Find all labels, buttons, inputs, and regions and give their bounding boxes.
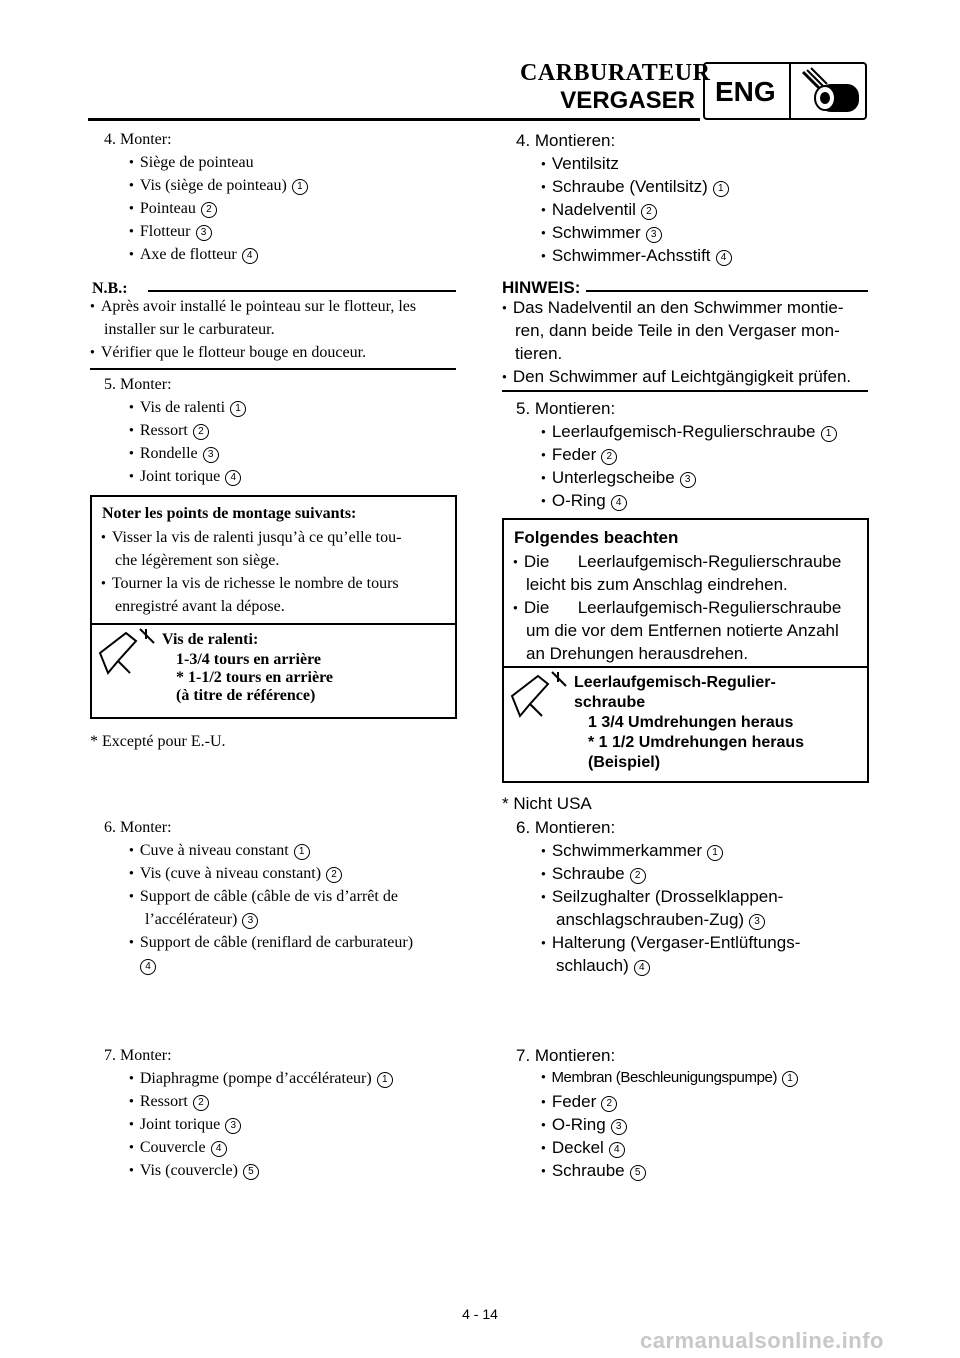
de-s4-item5: ● Schwimmer-Achsstift 4	[541, 246, 732, 267]
de-s5-item4: ● O-Ring 4	[541, 491, 627, 512]
de-s4-item3: ● Nadelventil 2	[541, 200, 657, 221]
fr-s5-item1: ● Vis de ralenti 1	[129, 399, 246, 418]
fr-s4-item5: ● Axe de flotteur 4	[129, 246, 258, 265]
fr-s7-item4: ● Couvercle 4	[129, 1139, 227, 1158]
page-number: 4 - 14	[462, 1306, 498, 1322]
fr-s7-item2: ● Ressort 2	[129, 1093, 209, 1112]
fr-box-b2-cont: enregistré avant la dépose.	[115, 598, 285, 615]
de-s4-item2: ● Schraube (Ventilsitz) 1	[541, 177, 729, 198]
de-box-b2: ● Die Leerlaufgemisch-Regulierschraube	[513, 598, 841, 618]
de-s5-item1: ● Leerlaufgemisch-Regulierschraube 1	[541, 422, 837, 443]
fr-nb-rule-bottom	[90, 368, 456, 370]
fr-s4-item2: ● Vis (siège de pointeau) 1	[129, 177, 308, 196]
fr-spec-label: Vis de ralenti:	[162, 631, 259, 648]
de-s5-item3: ● Unterlegscheibe 3	[541, 468, 696, 489]
de-box-b2-cont1: um die vor dem Entfernen notierte Anzahl	[526, 621, 839, 640]
de-nb-b2: ● Den Schwimmer auf Leichtgängigkeit prüfen.	[502, 367, 851, 387]
fr-s4-title: 4. Monter:	[104, 131, 172, 148]
fr-s6-title: 6. Monter:	[104, 819, 172, 836]
de-s7-item2: ● Feder 2	[541, 1092, 617, 1113]
de-s6-item4: ● Halterung (Vergaser-Entlüftungs-	[541, 933, 800, 953]
de-spec-value3: (Beispiel)	[588, 754, 661, 771]
de-s6-item3: ● Seilzughalter (Drosselklappen-	[541, 887, 783, 907]
de-s5-item2: ● Feder 2	[541, 445, 617, 466]
fr-nb-b2: ● Vérifier que le flotteur bouge en douceur.	[90, 344, 366, 362]
de-s6-item2: ● Schraube 2	[541, 864, 646, 885]
de-box-divider	[504, 666, 867, 668]
fr-spec-value3: (à titre de référence)	[176, 687, 316, 704]
de-s7-item3: ● O-Ring 3	[541, 1115, 627, 1136]
wrench-icon	[96, 627, 156, 677]
de-s7-item5: ● Schraube 5	[541, 1161, 646, 1182]
fr-box-b2: ● Tourner la vis de richesse le nombre de tours	[101, 575, 399, 593]
fr-s4-item1: ● Siège de pointeau	[129, 154, 254, 172]
fr-s7-item3: ● Joint torique 3	[129, 1116, 241, 1135]
de-s6-title: 6. Montieren:	[516, 818, 616, 837]
de-spec-label-cont: schraube	[574, 694, 646, 711]
de-notice-box	[502, 518, 869, 783]
fr-box-divider	[92, 623, 455, 625]
de-nb-title: HINWEIS:	[502, 278, 581, 297]
de-s6-item3-cont: anschlagschrauben-Zug) 3	[556, 910, 765, 931]
fr-s6-item4-cont: 4	[140, 957, 156, 976]
eng-badge-label: ENG	[715, 76, 776, 107]
badge-divider	[789, 64, 791, 118]
fr-box-heading: Noter les points de montage suivants:	[102, 505, 357, 522]
de-s4-item1: ● Ventilsitz	[541, 154, 619, 174]
fr-nb-b1-cont: installer sur le carburateur.	[104, 321, 275, 338]
eng-badge	[703, 62, 867, 120]
header-rule	[88, 118, 700, 121]
de-s6-item4-cont: schlauch) 4	[556, 956, 650, 977]
de-nb-b1-cont2: tieren.	[515, 344, 563, 363]
fr-nb-rule-top	[148, 290, 456, 292]
fr-s6-item4: ● Support de câble (reniflard de carburateur)	[129, 934, 413, 952]
fr-s5-title: 5. Monter:	[104, 376, 172, 393]
wrench-icon	[508, 670, 568, 720]
fr-s6-item3-cont: l’accélérateur) 3	[145, 911, 258, 930]
de-s7-item4: ● Deckel 4	[541, 1138, 625, 1159]
fr-box-b1-cont: che légèrement son siège.	[115, 552, 280, 569]
fr-footnote: * Excepté pour E.-U.	[90, 733, 226, 750]
fr-s6-item2: ● Vis (cuve à niveau constant) 2	[129, 865, 342, 884]
watermark: carmanualsonline.info	[640, 1328, 884, 1353]
engine-icon	[797, 66, 865, 118]
de-s6-item1: ● Schwimmerkammer 1	[541, 841, 723, 862]
de-s7-title: 7. Montieren:	[516, 1046, 616, 1065]
fr-s4-item3: ● Pointeau 2	[129, 200, 217, 219]
de-footnote: * Nicht USA	[502, 794, 592, 813]
de-spec-label: Leerlaufgemisch-Regulier-	[574, 674, 776, 691]
fr-s6-item3: ● Support de câble (câble de vis d’arrêt de	[129, 888, 398, 906]
de-s4-title: 4. Montieren:	[516, 131, 616, 150]
header-title-de: VERGASER	[560, 87, 695, 114]
de-s4-item4: ● Schwimmer 3	[541, 223, 662, 244]
fr-spec-value2: * 1-1/2 tours en arrière	[176, 669, 333, 686]
de-s7-item1: ● Membran (Beschleunigungspumpe) 1	[541, 1069, 798, 1088]
de-nb-rule-top	[586, 290, 868, 292]
fr-s5-item4: ● Joint torique 4	[129, 468, 241, 487]
de-nb-b1-cont1: ren, dann beide Teile in den Vergaser mon-	[515, 321, 840, 340]
de-box-b2-cont2: an Drehungen herausdrehen.	[526, 644, 749, 663]
fr-box-b1: ● Visser la vis de ralenti jusqu’à ce qu’elle tou-	[101, 529, 401, 547]
fr-s7-item1: ● Diaphragme (pompe d’accélérateur) 1	[129, 1070, 393, 1089]
de-nb-rule-bottom	[502, 390, 868, 392]
de-spec-value1: 1 3/4 Umdrehungen heraus	[588, 714, 794, 731]
de-spec-value2: * 1 1/2 Umdrehungen heraus	[588, 734, 805, 751]
fr-spec-value1: 1-3/4 tours en arrière	[176, 651, 321, 668]
de-box-b1-cont: leicht bis zum Anschlag eindrehen.	[526, 575, 788, 594]
fr-s5-item2: ● Ressort 2	[129, 422, 209, 441]
fr-s7-title: 7. Monter:	[104, 1047, 172, 1064]
fr-nb-b1: ● Après avoir installé le pointeau sur le flotteur, les	[90, 298, 416, 316]
de-s5-title: 5. Montieren:	[516, 399, 616, 418]
de-box-b1: ● Die Leerlaufgemisch-Regulierschraube	[513, 552, 841, 572]
header-title-fr: CARBURATEUR	[520, 60, 711, 86]
de-box-heading: Folgendes beachten	[514, 528, 679, 547]
fr-notice-box	[90, 495, 457, 719]
fr-s7-item5: ● Vis (couvercle) 5	[129, 1162, 259, 1181]
de-nb-b1: ● Das Nadelventil an den Schwimmer montie-	[502, 298, 844, 318]
fr-s4-item4: ● Flotteur 3	[129, 223, 212, 242]
fr-nb-title: N.B.:	[92, 280, 128, 297]
fr-s5-item3: ● Rondelle 3	[129, 445, 219, 464]
fr-s6-item1: ● Cuve à niveau constant 1	[129, 842, 310, 861]
